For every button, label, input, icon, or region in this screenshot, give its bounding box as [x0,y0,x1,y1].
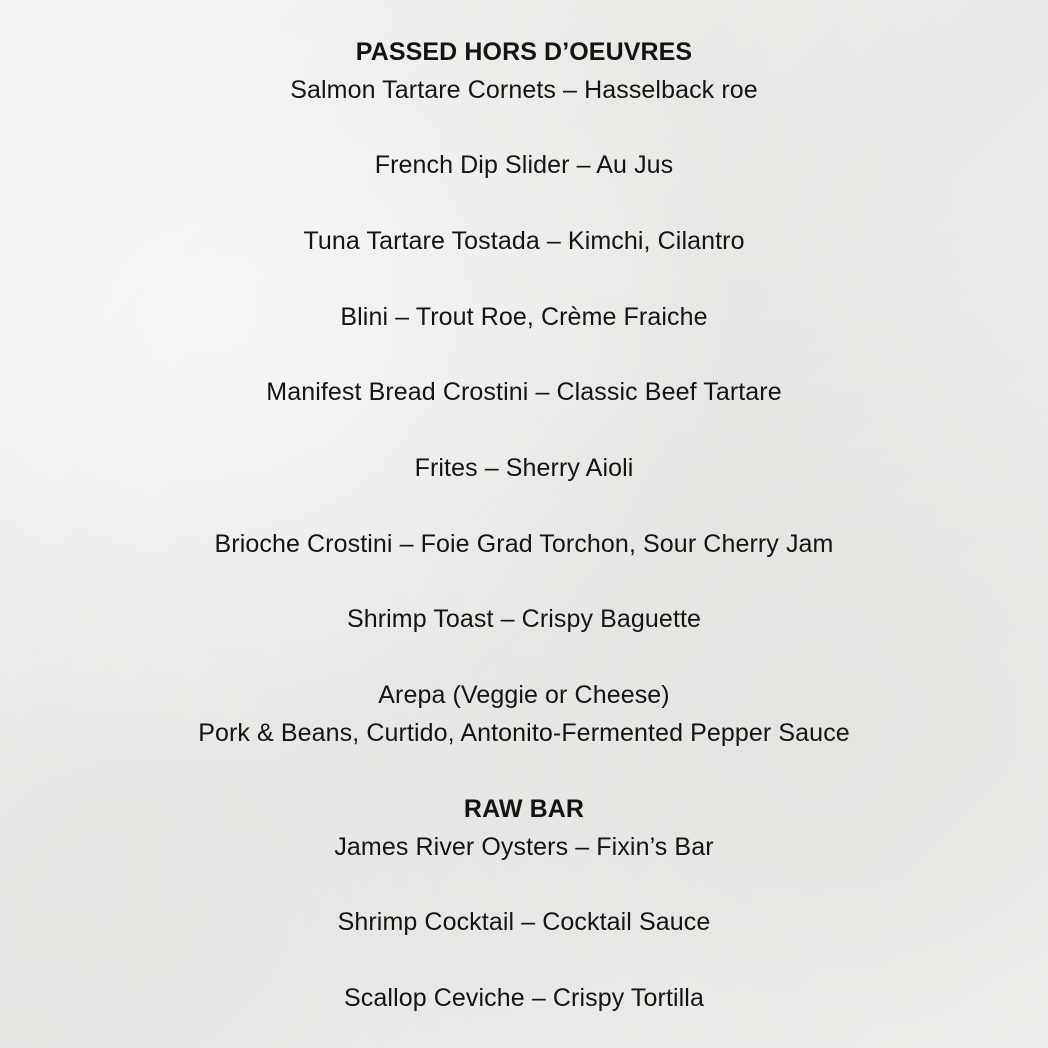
menu-item-brioche-crostini: Brioche Crostini – Foie Grad Torchon, Sour Cherry Jam [214,530,834,558]
menu-item-tuna-tartare-tostada: Tuna Tartare Tostada – Kimchi, Cilantro [303,227,745,255]
menu-item-arepa-description: Pork & Beans, Curtido, Antonito-Fermented Pepper Sauce [198,719,850,747]
menu-item-manifest-bread-crostini: Manifest Bread Crostini – Classic Beef Tartare [266,378,782,406]
menu-item-frites: Frites – Sherry Aioli [414,454,634,482]
section-heading-raw-bar: RAW BAR [463,795,585,823]
menu-item-shrimp-cocktail: Shrimp Cocktail – Cocktail Sauce [337,908,711,936]
menu-item-scallop-ceviche: Scallop Ceviche – Crispy Tortilla [344,984,704,1012]
menu-item-arepa: Arepa (Veggie or Cheese) [378,681,670,709]
menu-item-blini: Blini – Trout Roe, Crème Fraiche [340,303,708,331]
menu-item-james-river-oysters: James River Oysters – Fixin’s Bar [334,833,714,861]
menu-item-salmon-tartare-cornets: Salmon Tartare Cornets – Hasselback roe [290,76,758,104]
menu-item-shrimp-toast: Shrimp Toast – Crispy Baguette [346,605,702,633]
menu-item-french-dip-slider: French Dip Slider – Au Jus [374,151,674,179]
section-heading-passed-hors-doeuvres: PASSED HORS D’OEUVRES [355,38,693,66]
